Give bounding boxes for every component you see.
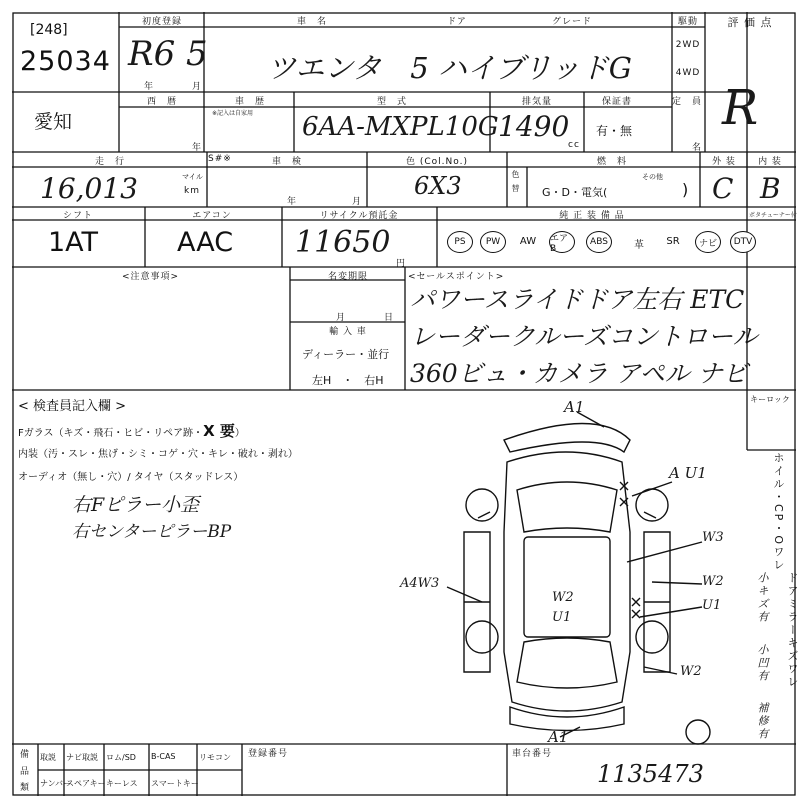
glass-line-pre: Fガラス（キズ・飛石・ヒビ・リペア跡・ xyxy=(18,428,204,439)
mark-left-side: A4W3 xyxy=(400,576,440,591)
recycle-value: 11650 xyxy=(295,225,391,260)
region-value: 愛知 xyxy=(34,111,73,133)
displacement-value: 1490 xyxy=(498,110,570,143)
name-change-label: 名変期限 xyxy=(327,272,369,282)
equipment-item: PS xyxy=(447,231,473,253)
mark-right-front: A U1 xyxy=(669,464,707,482)
recycle-label: リサイクル預託金 xyxy=(319,211,399,221)
sales-line-3: 360ビュ・カメラ アペル ナビ xyxy=(410,359,748,388)
aircon-label: エアコン xyxy=(192,211,232,221)
import-label: 輸 入 車 xyxy=(329,327,367,337)
drive-label: 駆動 xyxy=(677,17,699,27)
chassis-number-value: 1135473 xyxy=(597,760,704,788)
side-hw-2: 小凹有 xyxy=(756,644,769,683)
model-value: 6AA-MXPL10G xyxy=(302,112,499,142)
color-value: 6X3 xyxy=(414,172,462,200)
car-name-label: 車 名 xyxy=(296,17,328,27)
inspection-month-unit: 月 xyxy=(352,197,363,207)
mark-rear-right: W2 xyxy=(680,664,702,679)
footer-item: 取説 xyxy=(40,753,56,762)
shift-label: シフト xyxy=(62,211,94,221)
name-change-month: 月 xyxy=(336,313,347,323)
model-label: 型 式 xyxy=(376,97,408,107)
mark-rear: A1 xyxy=(548,728,569,746)
inspection-note-1: 右Fピラー小歪 xyxy=(72,494,200,516)
footer-item: ナビ取説 xyxy=(66,753,98,762)
first-reg-month-unit: 月 xyxy=(192,82,203,92)
shift-value: 1AT xyxy=(48,227,99,258)
first-reg-year-unit: 年 xyxy=(144,82,155,92)
audio-line: オーディオ（無し・穴）/ タイヤ（スタッドレス） xyxy=(18,472,244,483)
equipment-item: SR xyxy=(666,236,680,247)
interior-value: B xyxy=(760,172,781,205)
sm-label: S#※ xyxy=(208,154,232,164)
sales-line-1: パワースライドドア左右 ETC xyxy=(410,285,745,314)
equipment-item: ナビ xyxy=(695,231,721,253)
steering-label: 左H ・ 右H xyxy=(312,374,384,387)
drive-2wd: 2WD xyxy=(675,40,701,50)
mark-center-bottom: U1 xyxy=(552,610,572,625)
fuel-options: G・D・電気( xyxy=(542,186,608,199)
eval-label: 評 価 点 xyxy=(727,16,773,29)
eval-value: R xyxy=(722,80,759,136)
side-hw-3: 補修有 xyxy=(756,702,769,741)
equipment-item: PW xyxy=(480,231,506,253)
car-name-value: ツエンタ 5 ハイブリッドG xyxy=(267,51,632,85)
footer-item: B-CAS xyxy=(151,752,176,761)
first-reg-value: R6 5 xyxy=(128,34,208,74)
exterior-value: C xyxy=(712,172,734,205)
footer-item: スペアキー xyxy=(66,779,106,788)
western-label: 西 暦 xyxy=(146,97,178,107)
fuel-label: 燃 料 xyxy=(596,157,628,167)
warranty-value: 有・無 xyxy=(596,124,633,138)
color-label: 色 (Col.No.) xyxy=(406,157,468,167)
side-text-1: ホイル・CP・Oワレ xyxy=(772,452,785,572)
keylock-label: キーロック xyxy=(750,395,790,404)
glass-line-post: ） xyxy=(234,428,245,439)
mark-right-door: U1 xyxy=(702,598,722,613)
fuel-other: その他 xyxy=(642,173,663,181)
dealer-label: ディーラー・並行 xyxy=(302,348,390,361)
mileage-label: 走 行 xyxy=(94,157,126,167)
footer-item: ロム/SD xyxy=(106,753,136,762)
equipment-item: ABS xyxy=(586,231,612,253)
inspection-year-unit: 年 xyxy=(287,197,298,207)
interior-line: 内装（汚・スレ・焦げ・シミ・コゲ・穴・キレ・破れ・剥れ） xyxy=(18,449,298,460)
mile-unit: マイル xyxy=(182,173,203,181)
chassis-label: 車 歴 xyxy=(234,97,266,107)
cc-unit: cc xyxy=(568,140,580,150)
equipment-label: 純 正 装 備 品 xyxy=(559,211,625,221)
row2-year-unit: 年 xyxy=(192,143,203,153)
mark-right-mid: W3 xyxy=(702,530,724,545)
auction-sheet xyxy=(12,12,799,796)
sales-line-2: レーダークルーズコントロール xyxy=(410,322,758,351)
footer-item: ナンバー xyxy=(40,779,72,788)
chassis-note: ※記入は自家用 xyxy=(212,110,254,117)
tuner-label: ボタチューナー付 xyxy=(749,212,797,219)
equipment-item: エアB xyxy=(549,231,575,253)
door-label: ドア xyxy=(447,17,467,27)
interior-label: 内 装 xyxy=(758,157,782,167)
inspection-title: < 検査員記入欄 > xyxy=(18,399,127,414)
mileage-value: 16,013 xyxy=(40,172,138,205)
inspection-note-2: 右センターピラーBP xyxy=(72,522,232,542)
drive-4wd: 4WD xyxy=(675,68,701,78)
mark-center-top: W2 xyxy=(552,590,574,605)
footer-row-label-2: 品 xyxy=(20,767,30,777)
side-text-2: ドアミラーキズワレ xyxy=(786,572,799,689)
footer-item: キーレス xyxy=(106,779,138,788)
capacity-unit: 名 xyxy=(692,143,703,153)
mark-right-lower: W2 xyxy=(702,574,724,589)
displacement-label: 排気量 xyxy=(521,97,553,107)
grade-label: グレード xyxy=(551,17,593,27)
capacity-label: 定 員 xyxy=(671,97,703,107)
lot-bracket: [248] xyxy=(30,22,68,38)
equipment-item: DTV xyxy=(730,231,756,253)
footer-row-label-3: 類 xyxy=(20,783,30,793)
equipment-item: AW xyxy=(519,236,537,247)
reg-number-label: 登録番号 xyxy=(248,749,289,759)
footer-row-label-1: 備 xyxy=(20,750,30,760)
fuel-close: ) xyxy=(682,180,689,199)
equipment-item: 革 xyxy=(634,240,644,251)
car-diagram xyxy=(12,12,796,796)
footer-item: スマートキー xyxy=(151,779,199,788)
sales-label: <セールスポイント> xyxy=(408,272,505,282)
km-unit: km xyxy=(184,186,200,196)
first-reg-label: 初度登録 xyxy=(141,17,183,27)
footer-item: リモコン xyxy=(199,753,231,762)
notes-label: <注意事項> xyxy=(122,272,180,282)
inspection-label: 車 検 xyxy=(271,157,303,167)
side-hw-1: 小キズ有 xyxy=(756,572,769,624)
exterior-label: 外 装 xyxy=(712,157,736,167)
mark-front: A1 xyxy=(564,398,585,416)
warranty-label: 保証書 xyxy=(601,97,633,107)
yen-unit: 円 xyxy=(396,259,407,269)
repaint-label: 色替 xyxy=(511,170,520,198)
lot-number: 25034 xyxy=(20,46,111,77)
aircon-value: AAC xyxy=(177,227,234,258)
name-change-day: 日 xyxy=(384,313,395,323)
chassis-number-label: 車台番号 xyxy=(512,749,553,759)
glass-line-mark: X 要 xyxy=(203,422,235,440)
